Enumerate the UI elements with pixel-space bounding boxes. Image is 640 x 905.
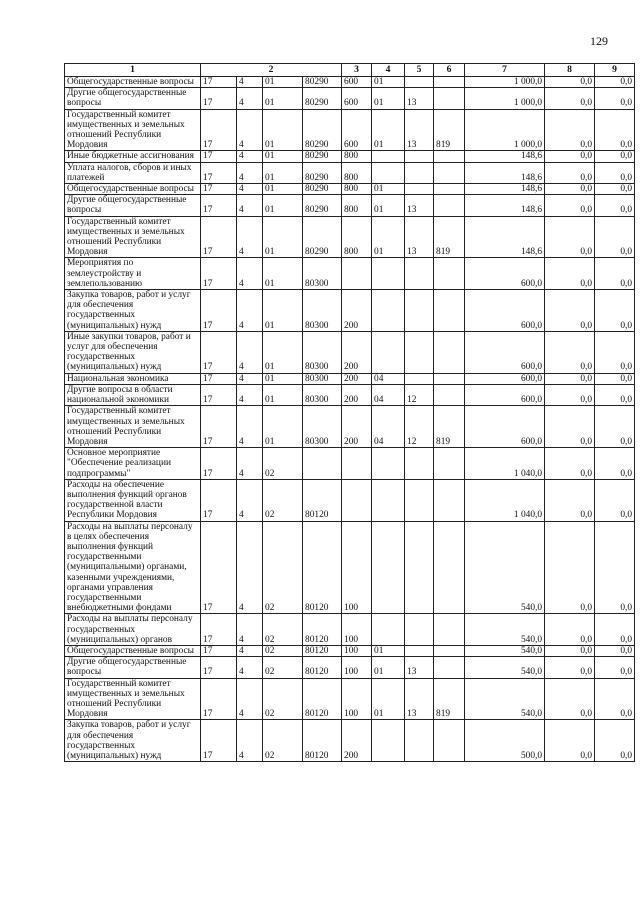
table-row (65, 521, 635, 614)
table-row (65, 406, 635, 448)
col-9-value: 0,0 (595, 678, 635, 720)
row-name-cell: Государственный комитет имущественных и земельных отношений Республики Мордовия (65, 406, 201, 448)
code-3-cell: 01 (263, 331, 303, 373)
code-2-cell: 4 (237, 720, 263, 762)
col-4-cell (372, 151, 405, 162)
row-name-cell: Другие вопросы в области национальной экономики (65, 384, 201, 405)
row-name-cell: Расходы на обеспечение выполнения функций органов государственной власти Республики Мордовия (65, 479, 201, 521)
col-4-cell (372, 521, 405, 614)
code-3-cell: 02 (263, 448, 303, 480)
code-2-cell: 4 (237, 678, 263, 720)
code-3-cell: 02 (263, 614, 303, 646)
col-5-cell (405, 448, 434, 480)
header-col-6: 6 (434, 64, 465, 77)
col-8-value: 0,0 (545, 645, 595, 656)
col-6-cell: 819 (434, 406, 465, 448)
col-9-value: 0,0 (595, 645, 635, 656)
col-4-cell: 01 (372, 678, 405, 720)
row-name-cell: Закупка товаров, работ и услуг для обеспечения государственных (муниципальных) нужд (65, 720, 201, 762)
code-4-cell: 80290 (303, 88, 342, 109)
code-1-cell: 17 (201, 614, 237, 646)
header-col-4: 4 (372, 64, 405, 77)
page-number: 129 (590, 34, 608, 48)
col-6-cell (434, 151, 465, 162)
col-5-cell (405, 720, 434, 762)
col-4-cell: 01 (372, 77, 405, 88)
col-3-cell: 600 (342, 88, 372, 109)
code-4-cell: 80290 (303, 216, 342, 258)
col-6-cell (434, 195, 465, 216)
table-row (65, 184, 635, 195)
code-3-cell: 01 (263, 373, 303, 384)
col-4-cell: 01 (372, 109, 405, 151)
code-2-cell: 4 (237, 216, 263, 258)
col-7-value: 600,0 (465, 258, 545, 290)
col-7-value: 540,0 (465, 614, 545, 646)
col-7-value: 148,6 (465, 162, 545, 183)
col-5-cell (405, 373, 434, 384)
code-2-cell: 4 (237, 290, 263, 332)
col-4-cell: 04 (372, 384, 405, 405)
col-6-cell (434, 521, 465, 614)
col-8-value: 0,0 (545, 88, 595, 109)
col-8-value: 0,0 (545, 109, 595, 151)
header-col-5: 5 (405, 64, 434, 77)
code-4-cell: 80290 (303, 195, 342, 216)
col-8-value: 0,0 (545, 720, 595, 762)
col-7-value: 600,0 (465, 406, 545, 448)
col-8-value: 0,0 (545, 479, 595, 521)
row-name-cell: Общегосударственные вопросы (65, 645, 201, 656)
col-5-cell: 13 (405, 657, 434, 678)
table-row (65, 373, 635, 384)
col-6-cell (434, 645, 465, 656)
row-name-cell: Общегосударственные вопросы (65, 77, 201, 88)
col-3-cell: 100 (342, 521, 372, 614)
col-4-cell: 01 (372, 645, 405, 656)
col-6-cell (434, 290, 465, 332)
col-6-cell: 819 (434, 678, 465, 720)
col-8-value: 0,0 (545, 406, 595, 448)
code-2-cell: 4 (237, 88, 263, 109)
code-1-cell: 17 (201, 657, 237, 678)
code-1-cell: 17 (201, 290, 237, 332)
row-name-cell: Государственный комитет имущественных и земельных отношений Республики Мордовия (65, 216, 201, 258)
row-name-cell: Другие общегосударственные вопросы (65, 657, 201, 678)
col-5-cell (405, 479, 434, 521)
code-3-cell: 02 (263, 657, 303, 678)
table-row (65, 216, 635, 258)
col-6-cell (434, 258, 465, 290)
code-1-cell: 17 (201, 258, 237, 290)
col-9-value: 0,0 (595, 109, 635, 151)
code-4-cell: 80300 (303, 384, 342, 405)
code-3-cell: 01 (263, 384, 303, 405)
col-9-value: 0,0 (595, 258, 635, 290)
col-7-value: 600,0 (465, 384, 545, 405)
table-row (65, 162, 635, 183)
code-3-cell: 01 (263, 184, 303, 195)
code-1-cell: 17 (201, 479, 237, 521)
col-5-cell (405, 77, 434, 88)
code-2-cell: 4 (237, 195, 263, 216)
code-3-cell: 01 (263, 195, 303, 216)
code-4-cell: 80290 (303, 109, 342, 151)
col-4-cell (372, 162, 405, 183)
col-8-value: 0,0 (545, 331, 595, 373)
col-9-value: 0,0 (595, 77, 635, 88)
code-4-cell: 80120 (303, 657, 342, 678)
col-7-value: 148,6 (465, 195, 545, 216)
table-row (65, 290, 635, 332)
col-4-cell: 01 (372, 195, 405, 216)
code-1-cell: 17 (201, 184, 237, 195)
col-4-cell (372, 258, 405, 290)
code-1-cell: 17 (201, 77, 237, 88)
col-8-value: 0,0 (545, 448, 595, 480)
col-3-cell: 800 (342, 184, 372, 195)
col-7-value: 540,0 (465, 678, 545, 720)
col-3-cell: 800 (342, 216, 372, 258)
col-8-value: 0,0 (545, 195, 595, 216)
table-row (65, 645, 635, 656)
col-7-value: 540,0 (465, 521, 545, 614)
col-3-cell: 200 (342, 331, 372, 373)
col-6-cell (434, 88, 465, 109)
col-4-cell: 04 (372, 406, 405, 448)
col-4-cell (372, 331, 405, 373)
code-2-cell: 4 (237, 258, 263, 290)
row-name-cell: Государственный комитет имущественных и земельных отношений Республики Мордовия (65, 109, 201, 151)
code-3-cell: 02 (263, 479, 303, 521)
table-row (65, 657, 635, 678)
col-4-cell: 01 (372, 216, 405, 258)
col-9-value: 0,0 (595, 720, 635, 762)
col-7-value: 148,6 (465, 151, 545, 162)
col-6-cell (434, 331, 465, 373)
code-1-cell: 17 (201, 109, 237, 151)
col-5-cell (405, 645, 434, 656)
col-5-cell: 13 (405, 195, 434, 216)
header-col-1: 1 (65, 64, 201, 77)
code-4-cell: 80300 (303, 406, 342, 448)
col-5-cell: 13 (405, 109, 434, 151)
code-2-cell: 4 (237, 331, 263, 373)
header-col-9: 9 (595, 64, 635, 77)
code-1-cell: 17 (201, 216, 237, 258)
col-6-cell (434, 77, 465, 88)
code-2-cell: 4 (237, 151, 263, 162)
col-8-value: 0,0 (545, 373, 595, 384)
col-3-cell: 800 (342, 151, 372, 162)
col-8-value: 0,0 (545, 258, 595, 290)
col-5-cell: 12 (405, 406, 434, 448)
col-3-cell: 100 (342, 614, 372, 646)
code-3-cell: 02 (263, 521, 303, 614)
col-7-value: 1 040,0 (465, 479, 545, 521)
col-3-cell: 600 (342, 109, 372, 151)
code-3-cell: 02 (263, 678, 303, 720)
col-6-cell (434, 162, 465, 183)
code-3-cell: 01 (263, 77, 303, 88)
code-4-cell: 80290 (303, 162, 342, 183)
col-4-cell (372, 479, 405, 521)
col-9-value: 0,0 (595, 88, 635, 109)
table-row (65, 258, 635, 290)
code-4-cell: 80290 (303, 184, 342, 195)
code-2-cell: 4 (237, 448, 263, 480)
header-col-8: 8 (545, 64, 595, 77)
row-name-cell: Закупка товаров, работ и услуг для обеспечения государственных (муниципальных) нужд (65, 290, 201, 332)
code-3-cell: 02 (263, 645, 303, 656)
table-row (65, 448, 635, 480)
code-3-cell: 01 (263, 162, 303, 183)
table-row (65, 77, 635, 88)
table-row (65, 479, 635, 521)
code-2-cell: 4 (237, 77, 263, 88)
col-3-cell: 200 (342, 373, 372, 384)
code-4-cell: 80290 (303, 77, 342, 88)
table-row (65, 109, 635, 151)
col-9-value: 0,0 (595, 521, 635, 614)
code-2-cell: 4 (237, 162, 263, 183)
row-name-cell: Государственный комитет имущественных и земельных отношений Республики Мордовия (65, 678, 201, 720)
col-7-value: 1 000,0 (465, 109, 545, 151)
col-8-value: 0,0 (545, 151, 595, 162)
col-8-value: 0,0 (545, 384, 595, 405)
row-name-cell: Другие общегосударственные вопросы (65, 88, 201, 109)
col-4-cell: 01 (372, 657, 405, 678)
col-3-cell: 600 (342, 77, 372, 88)
code-1-cell: 17 (201, 521, 237, 614)
code-4-cell (303, 448, 342, 480)
code-3-cell: 01 (263, 88, 303, 109)
col-3-cell (342, 479, 372, 521)
code-4-cell: 80120 (303, 645, 342, 656)
col-3-cell: 200 (342, 406, 372, 448)
col-3-cell: 100 (342, 657, 372, 678)
col-3-cell (342, 258, 372, 290)
col-9-value: 0,0 (595, 614, 635, 646)
code-1-cell: 17 (201, 162, 237, 183)
code-2-cell: 4 (237, 614, 263, 646)
code-1-cell: 17 (201, 406, 237, 448)
row-name-cell: Национальная экономика (65, 373, 201, 384)
col-4-cell (372, 614, 405, 646)
col-9-value: 0,0 (595, 373, 635, 384)
col-8-value: 0,0 (545, 614, 595, 646)
budget-table (64, 63, 635, 762)
header-col-2: 2 (201, 64, 342, 77)
col-8-value: 0,0 (545, 216, 595, 258)
col-7-value: 148,6 (465, 216, 545, 258)
col-6-cell (434, 614, 465, 646)
code-1-cell: 17 (201, 448, 237, 480)
col-3-cell: 100 (342, 678, 372, 720)
table-row (65, 331, 635, 373)
table-body (65, 77, 635, 762)
col-4-cell: 01 (372, 88, 405, 109)
col-9-value: 0,0 (595, 657, 635, 678)
col-8-value: 0,0 (545, 521, 595, 614)
code-4-cell: 80300 (303, 258, 342, 290)
col-7-value: 1 000,0 (465, 77, 545, 88)
table-row (65, 614, 635, 646)
row-name-cell: Мероприятия по землеустройству и землепользованию (65, 258, 201, 290)
col-4-cell (372, 720, 405, 762)
col-3-cell: 200 (342, 384, 372, 405)
code-3-cell: 01 (263, 406, 303, 448)
col-3-cell (342, 448, 372, 480)
col-3-cell: 200 (342, 720, 372, 762)
col-8-value: 0,0 (545, 678, 595, 720)
code-4-cell: 80290 (303, 151, 342, 162)
col-6-cell: 819 (434, 109, 465, 151)
code-2-cell: 4 (237, 384, 263, 405)
col-7-value: 600,0 (465, 290, 545, 332)
code-4-cell: 80120 (303, 720, 342, 762)
code-1-cell: 17 (201, 373, 237, 384)
code-2-cell: 4 (237, 184, 263, 195)
col-5-cell (405, 151, 434, 162)
col-6-cell (434, 657, 465, 678)
col-7-value: 148,6 (465, 184, 545, 195)
col-7-value: 540,0 (465, 645, 545, 656)
code-1-cell: 17 (201, 331, 237, 373)
col-9-value: 0,0 (595, 290, 635, 332)
col-7-value: 540,0 (465, 657, 545, 678)
header-col-7: 7 (465, 64, 545, 77)
code-3-cell: 01 (263, 151, 303, 162)
row-name-cell: Расходы на выплаты персоналу в целях обеспечения выполнения функций государственными (муниципальными) органами, казенными учреждениями, органами управления государственными внебюджетными фондами (65, 521, 201, 614)
row-name-cell: Уплата налогов, сборов и иных платежей (65, 162, 201, 183)
code-1-cell: 17 (201, 151, 237, 162)
col-8-value: 0,0 (545, 162, 595, 183)
row-name-cell: Расходы на выплаты персоналу государственных (муниципальных) органов (65, 614, 201, 646)
code-4-cell: 80120 (303, 521, 342, 614)
col-5-cell: 13 (405, 88, 434, 109)
code-2-cell: 4 (237, 406, 263, 448)
row-name-cell: Другие общегосударственные вопросы (65, 195, 201, 216)
col-9-value: 0,0 (595, 162, 635, 183)
header-col-3: 3 (342, 64, 372, 77)
code-3-cell: 02 (263, 720, 303, 762)
col-5-cell (405, 258, 434, 290)
col-8-value: 0,0 (545, 184, 595, 195)
col-6-cell: 819 (434, 216, 465, 258)
code-2-cell: 4 (237, 109, 263, 151)
table-row (65, 195, 635, 216)
code-4-cell: 80300 (303, 331, 342, 373)
col-8-value: 0,0 (545, 77, 595, 88)
table-row (65, 720, 635, 762)
col-6-cell (434, 184, 465, 195)
code-1-cell: 17 (201, 720, 237, 762)
col-5-cell (405, 614, 434, 646)
code-2-cell: 4 (237, 479, 263, 521)
col-9-value: 0,0 (595, 331, 635, 373)
col-3-cell: 800 (342, 162, 372, 183)
code-2-cell: 4 (237, 373, 263, 384)
col-6-cell (434, 373, 465, 384)
col-5-cell: 13 (405, 678, 434, 720)
col-5-cell: 12 (405, 384, 434, 405)
code-1-cell: 17 (201, 384, 237, 405)
col-9-value: 0,0 (595, 151, 635, 162)
col-5-cell (405, 184, 434, 195)
code-4-cell: 80300 (303, 373, 342, 384)
col-4-cell: 01 (372, 184, 405, 195)
col-5-cell (405, 331, 434, 373)
code-3-cell: 01 (263, 109, 303, 151)
table-row (65, 88, 635, 109)
col-9-value: 0,0 (595, 184, 635, 195)
code-3-cell: 01 (263, 290, 303, 332)
row-name-cell: Основное мероприятие "Обеспечение реализации подпрограммы" (65, 448, 201, 480)
col-9-value: 0,0 (595, 479, 635, 521)
table-row (65, 384, 635, 405)
col-7-value: 1 000,0 (465, 88, 545, 109)
code-2-cell: 4 (237, 645, 263, 656)
row-name-cell: Иные закупки товаров, работ и услуг для обеспечения государственных (муниципальных) нужд (65, 331, 201, 373)
col-4-cell: 04 (372, 373, 405, 384)
code-1-cell: 17 (201, 678, 237, 720)
col-6-cell (434, 384, 465, 405)
col-3-cell: 800 (342, 195, 372, 216)
col-6-cell (434, 479, 465, 521)
code-1-cell: 17 (201, 195, 237, 216)
code-1-cell: 17 (201, 88, 237, 109)
col-4-cell (372, 448, 405, 480)
col-3-cell: 200 (342, 290, 372, 332)
col-4-cell (372, 290, 405, 332)
col-9-value: 0,0 (595, 195, 635, 216)
row-name-cell: Иные бюджетные ассигнования (65, 151, 201, 162)
col-6-cell (434, 720, 465, 762)
code-4-cell: 80120 (303, 678, 342, 720)
col-7-value: 500,0 (465, 720, 545, 762)
code-4-cell: 80120 (303, 614, 342, 646)
col-6-cell (434, 448, 465, 480)
code-1-cell: 17 (201, 645, 237, 656)
table-row (65, 151, 635, 162)
table-header-row (65, 64, 635, 77)
col-9-value: 0,0 (595, 406, 635, 448)
col-5-cell (405, 162, 434, 183)
code-3-cell: 01 (263, 216, 303, 258)
col-7-value: 600,0 (465, 331, 545, 373)
code-3-cell: 01 (263, 258, 303, 290)
col-9-value: 0,0 (595, 384, 635, 405)
col-9-value: 0,0 (595, 448, 635, 480)
table-row (65, 678, 635, 720)
col-8-value: 0,0 (545, 290, 595, 332)
col-7-value: 600,0 (465, 373, 545, 384)
code-2-cell: 4 (237, 657, 263, 678)
col-8-value: 0,0 (545, 657, 595, 678)
code-2-cell: 4 (237, 521, 263, 614)
col-3-cell: 100 (342, 645, 372, 656)
row-name-cell: Общегосударственные вопросы (65, 184, 201, 195)
code-4-cell: 80120 (303, 479, 342, 521)
col-5-cell (405, 521, 434, 614)
code-4-cell: 80300 (303, 290, 342, 332)
col-9-value: 0,0 (595, 216, 635, 258)
col-5-cell (405, 290, 434, 332)
col-5-cell: 13 (405, 216, 434, 258)
col-7-value: 1 040,0 (465, 448, 545, 480)
